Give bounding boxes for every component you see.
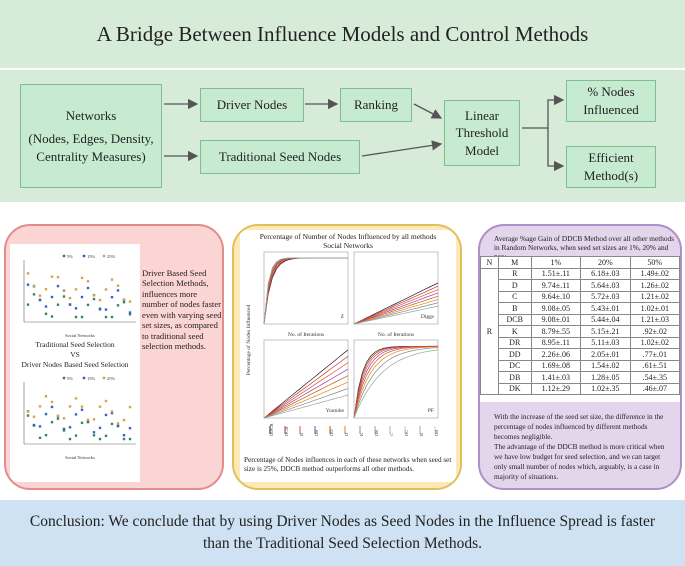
gain-cell: 2.26±.06	[531, 349, 580, 361]
bottom-chart-point	[81, 405, 83, 407]
top-chart-point	[87, 304, 89, 306]
gain-cell: 5.15±.21	[581, 326, 630, 338]
method-legend-label: DCB	[284, 426, 289, 436]
bottom-chart-point	[87, 419, 89, 421]
top-chart-point	[99, 308, 101, 310]
gain-cell: 1.51±.11	[531, 268, 580, 280]
curves-ylabel: Percentage of Nodes Influenced	[246, 304, 252, 376]
method-legend-label: K	[359, 432, 364, 436]
method-curve	[354, 346, 438, 418]
top-chart-legend-label: 15%	[87, 254, 96, 259]
top-chart-point	[69, 297, 71, 299]
method-curve	[354, 347, 438, 418]
bottom-chart-legend-marker	[63, 377, 66, 380]
bottom-chart-point	[111, 423, 113, 425]
bottom-chart-point	[117, 422, 119, 424]
bottom-chart-point	[93, 434, 95, 436]
gain-table-header	[481, 257, 680, 269]
bottom-chart-point	[117, 425, 119, 427]
top-chart-point	[105, 288, 107, 290]
bottom-chart-point	[123, 419, 125, 421]
network-label: PF	[427, 408, 434, 414]
gain-cell: 8.95±.11	[531, 337, 580, 349]
top-chart-legend-marker	[83, 255, 86, 258]
top-chart-point	[57, 304, 59, 306]
top-chart-point	[99, 299, 101, 301]
bottom-chart-point	[105, 435, 107, 437]
method-legend-label: DC	[404, 429, 409, 436]
gain-table-panel	[478, 224, 682, 490]
pct-influenced-node: % Nodes Influenced	[566, 80, 656, 122]
top-chart-point	[87, 287, 89, 289]
top-chart-point	[117, 304, 119, 306]
top-chart-point	[111, 278, 113, 280]
method-curve	[354, 346, 438, 418]
bottom-chart-point	[27, 414, 29, 416]
gain-table-row	[481, 372, 680, 384]
bottom-chart-legend-marker	[83, 377, 86, 380]
bottom-chart-point	[93, 418, 95, 420]
gain-note-1: With the increase of the seed set size, the difference in the percentage of nodes influenced by different methods becomes negligible.	[494, 412, 664, 441]
top-chart-point	[75, 288, 77, 290]
gain-table-row	[481, 314, 680, 326]
method-curve	[354, 350, 438, 418]
gain-table-row	[481, 268, 680, 280]
top-chart-legend-label: 5%	[67, 254, 73, 259]
efficient-methods-node: Efficient Method(s)	[566, 146, 656, 188]
gain-table-wrapper	[480, 256, 680, 402]
network-label: Z	[340, 314, 344, 320]
top-chart-point	[117, 289, 119, 291]
top-chart-point	[51, 275, 53, 277]
top-chart-point	[93, 294, 95, 296]
gain-note-2: The advantage of the DDCB method is more critical when we have low budget for seed selection, and we can target only small number of nodes which, arguably, is a case in majority of situations.	[494, 442, 665, 481]
bottom-chart-point	[51, 421, 53, 423]
curves-title: Percentage of Number of Nodes Influenced by all methods	[259, 232, 437, 241]
bottom-chart-point	[111, 410, 113, 412]
method-legend-label: DB	[314, 429, 319, 436]
bottom-chart-caption: Driver Nodes Based Seed Selection	[21, 360, 129, 369]
top-chart-point	[75, 316, 77, 318]
seed-selection-description: Driver Based Seed Selection Methods, influences more number of nodes faster even with varying seed set sizes, as compared to traditional seed selection methods.	[142, 268, 222, 352]
bottom-chart-point	[129, 406, 131, 408]
gain-cell: DR	[498, 337, 531, 349]
gain-cell: 1.69±.08	[531, 360, 580, 372]
top-chart-point	[111, 296, 113, 298]
gain-table-row	[481, 383, 680, 395]
gain-cell: DB	[498, 372, 531, 384]
method-legend-label: DK	[374, 429, 379, 436]
top-chart-legend-marker	[103, 255, 106, 258]
header-50pct: 50%	[630, 257, 679, 269]
gain-cell: 1.02±.02	[630, 337, 679, 349]
curves-xlabel: No. of Iterations	[377, 332, 415, 338]
gain-table-row	[481, 337, 680, 349]
bottom-chart-point	[129, 427, 131, 429]
top-chart-point	[81, 296, 83, 298]
bottom-chart-point	[69, 426, 71, 428]
method-curve	[354, 348, 438, 418]
arrow-ranking-lt	[414, 104, 441, 118]
top-chart-point	[27, 284, 29, 286]
gain-cell: 5.44±.04	[581, 314, 630, 326]
influence-curves-panel	[232, 224, 462, 490]
top-chart-caption: Traditional Seed Selection	[35, 340, 115, 349]
bottom-chart-point	[69, 438, 71, 440]
bottom-chart-point	[39, 437, 41, 439]
top-chart-point	[105, 308, 107, 310]
gain-cell: 9.64±.10	[531, 291, 580, 303]
top-chart-point	[81, 316, 83, 318]
gain-cell: 5.43±.01	[581, 303, 630, 315]
gain-cell: 1.02±.35	[581, 383, 630, 395]
gain-table	[480, 256, 680, 395]
gain-cell: 1.54±.02	[581, 360, 630, 372]
bottom-chart-legend-label: 5%	[67, 376, 73, 381]
gain-table-title: Average %age Gain of DDCB Method over all other methods in Random Networks, when seed set sizes are 1%, 20% and	[494, 234, 675, 253]
gain-cell: DD	[498, 349, 531, 361]
bottom-chart-point	[39, 405, 41, 407]
top-chart-point	[51, 315, 53, 317]
top-chart-point	[123, 298, 125, 300]
method-legend-label: DDCB	[269, 423, 274, 436]
seed-selection-panel	[4, 224, 224, 490]
arrow-lt-efficient	[548, 128, 563, 166]
seed-selection-charts	[10, 244, 140, 482]
bottom-chart-point	[45, 395, 47, 397]
gain-cell: 8.79±.55	[531, 326, 580, 338]
gain-cell: 1.21±.03	[630, 314, 679, 326]
top-chart-xlabel: Social Networks	[65, 333, 95, 338]
top-chart-point	[45, 313, 47, 315]
network-cell: R	[481, 268, 499, 395]
gain-cell: 5.72±.03	[581, 291, 630, 303]
gain-cell: .92±.02	[630, 326, 679, 338]
gain-cell: .77±.01	[630, 349, 679, 361]
method-curve	[354, 346, 438, 418]
gain-table-row	[481, 303, 680, 315]
network-label: Diggs	[420, 314, 434, 320]
bottom-chart-legend-label: 15%	[87, 376, 96, 381]
method-legend-label: B	[299, 432, 304, 436]
top-chart-point	[123, 301, 125, 303]
gain-cell: .54±.35	[630, 372, 679, 384]
gain-cell: 6.18±.03	[581, 268, 630, 280]
bottom-chart-point	[51, 406, 53, 408]
bottom-chart-point	[57, 417, 59, 419]
method-curve	[264, 395, 348, 418]
top-chart-point	[39, 299, 41, 301]
gain-table-row	[481, 280, 680, 292]
header-m: M	[498, 257, 531, 269]
gain-cell: 2.05±.01	[581, 349, 630, 361]
conclusion: Conclusion: We conclude that by using Driver Nodes as Seed Nodes in the Influence Spread is faster than the Traditional Seed Selection Methods.	[0, 500, 685, 566]
gain-cell: 5.64±.03	[581, 280, 630, 292]
top-chart-point	[27, 303, 29, 305]
header-1pct: 1%	[531, 257, 580, 269]
poster-title: A Bridge Between Influence Models and Control Methods	[0, 0, 685, 68]
linear-threshold-node: Linear Threshold Model	[444, 100, 520, 166]
networks-node: Networks (Nodes, Edges, Density, Centrality Measures)	[20, 84, 162, 188]
bottom-chart-point	[51, 401, 53, 403]
bottom-chart-point	[99, 405, 101, 407]
traditional-seed-nodes-node: Traditional Seed Nodes	[200, 140, 360, 174]
curves-xlabel: No. of Iterations	[287, 332, 325, 338]
gain-table-row	[481, 360, 680, 372]
top-chart-point	[87, 280, 89, 282]
bottom-chart-point	[45, 434, 47, 436]
curves-subtitle: Social Networks	[323, 241, 373, 250]
bottom-chart-legend-label: 25%	[107, 376, 116, 381]
top-chart-point	[105, 316, 107, 318]
bottom-chart-point	[33, 416, 35, 418]
bottom-chart-point	[105, 414, 107, 416]
bottom-chart-legend-marker	[103, 377, 106, 380]
gain-table-row	[481, 326, 680, 338]
method-curve	[264, 258, 348, 324]
gain-cell: 1.28±.05	[581, 372, 630, 384]
driver-nodes-node: Driver Nodes	[200, 88, 304, 122]
method-legend-label: D	[344, 432, 349, 436]
gain-cell: .46±.07	[630, 383, 679, 395]
top-chart-point	[69, 303, 71, 305]
top-chart-point	[129, 311, 131, 313]
top-chart-point	[63, 295, 65, 297]
bottom-chart-xlabel: Social Networks	[65, 455, 95, 460]
gain-cell: 9.74±.11	[531, 280, 580, 292]
gain-cell: 1.02±.01	[630, 303, 679, 315]
method-legend-label: C	[389, 432, 394, 436]
gain-cell: DK	[498, 383, 531, 395]
gain-cell: 5.11±.03	[581, 337, 630, 349]
bottom-chart-point	[75, 434, 77, 436]
bottom-chart-point	[45, 413, 47, 415]
bottom-chart-point	[33, 424, 35, 426]
top-chart-point	[93, 298, 95, 300]
method-legend-label: DR	[434, 429, 439, 436]
method-legend-label: DD	[329, 429, 334, 436]
bottom-chart-point	[75, 397, 77, 399]
bottom-chart-point	[93, 431, 95, 433]
top-chart-point	[117, 285, 119, 287]
gain-cell: DC	[498, 360, 531, 372]
method-curve	[354, 346, 438, 418]
gain-cell: 1.49±.02	[630, 268, 679, 280]
arrow-traditional-lt	[362, 144, 441, 156]
top-chart-point	[63, 289, 65, 291]
curves-svg	[240, 230, 456, 482]
bottom-chart-point	[63, 428, 65, 430]
top-chart-legend-marker	[63, 255, 66, 258]
top-chart-point	[45, 288, 47, 290]
top-chart-point	[33, 285, 35, 287]
gain-cell: D	[498, 280, 531, 292]
bottom-chart-point	[105, 400, 107, 402]
gain-cell: 1.41±.03	[531, 372, 580, 384]
bottom-chart-point	[63, 417, 65, 419]
bottom-chart-point	[39, 425, 41, 427]
gain-cell: R	[498, 268, 531, 280]
method-legend-label: R	[419, 432, 424, 436]
top-chart-point	[129, 300, 131, 302]
gain-cell: K	[498, 326, 531, 338]
flow-diagram	[0, 70, 685, 202]
gain-cell: 9.08±.05	[531, 303, 580, 315]
top-chart-point	[57, 276, 59, 278]
gain-cell: 9.08±.01	[531, 314, 580, 326]
bottom-chart-point	[81, 422, 83, 424]
top-chart-point	[111, 316, 113, 318]
top-chart-point	[27, 272, 29, 274]
gain-cell: 1.12±.29	[531, 383, 580, 395]
gain-cell: DCB	[498, 314, 531, 326]
top-chart-legend-label: 25%	[107, 254, 116, 259]
influence-curves-figure	[240, 230, 456, 482]
gain-cell: C	[498, 291, 531, 303]
top-chart-point	[51, 296, 53, 298]
top-chart-point	[39, 294, 41, 296]
header-n: N	[481, 257, 499, 269]
bottom-chart-point	[69, 405, 71, 407]
gain-table-row	[481, 349, 680, 361]
gain-cell: 1.21±.02	[630, 291, 679, 303]
arrow-lt-influenced	[522, 100, 563, 128]
top-chart-point	[45, 305, 47, 307]
gain-cell: .61±.51	[630, 360, 679, 372]
bottom-chart-point	[81, 409, 83, 411]
vs-label: VS	[70, 350, 80, 359]
ranking-node: Ranking	[340, 88, 412, 122]
top-chart-point	[57, 285, 59, 287]
gain-cell: B	[498, 303, 531, 315]
gain-table-row	[481, 291, 680, 303]
bottom-chart-point	[99, 427, 101, 429]
bottom-chart-point	[75, 413, 77, 415]
bottom-chart-point	[123, 434, 125, 436]
bottom-chart-point	[129, 438, 131, 440]
header-20pct: 20%	[581, 257, 630, 269]
network-label: Youtube	[325, 408, 344, 414]
bottom-chart-point	[27, 410, 29, 412]
gain-cell: 1.26±.02	[630, 280, 679, 292]
bottom-chart-point	[57, 415, 59, 417]
curves-caption: Percentage of Nodes influences in each of these networks when seed set size is 25%, DDCB method outperforms all other methods.	[244, 456, 452, 473]
bottom-chart-point	[123, 438, 125, 440]
top-chart-point	[75, 307, 77, 309]
top-chart-point	[81, 277, 83, 279]
bottom-chart-point	[99, 438, 101, 440]
top-chart-point	[33, 293, 35, 295]
method-curve	[354, 346, 438, 418]
